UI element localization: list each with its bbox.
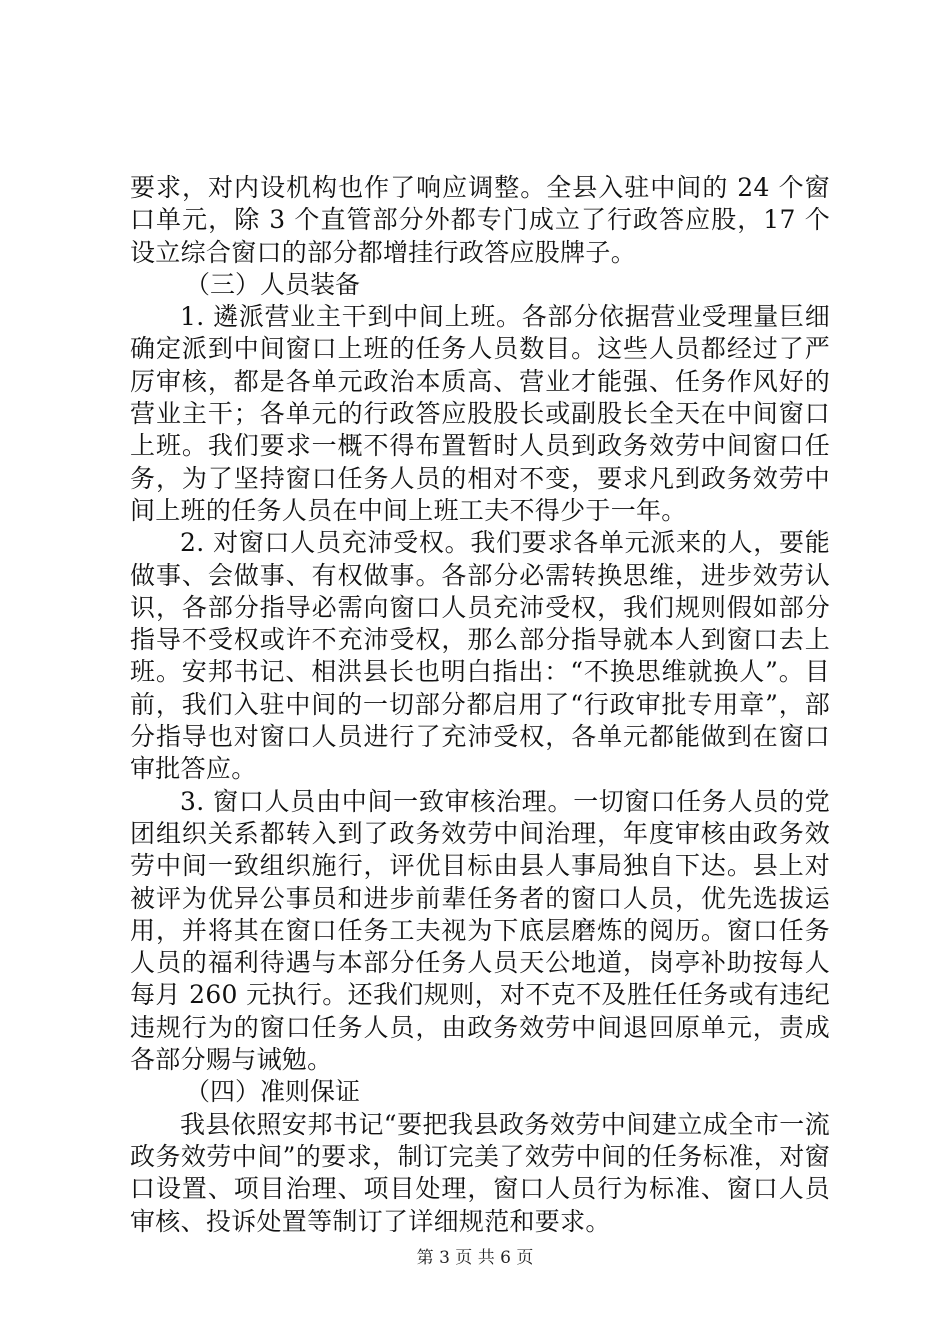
paragraph-item-2: 2. 对窗口人员充沛受权。我们要求各单元派来的人，要能做事、会做事、有权做事。各部分必需转换思维，进步效劳认识，各部分指导必需向窗口人员充沛受权，我们规则假如部分指导不受权或许不充沛受权，那么部分指导就本人到窗口去上班。安邦书记、相洪县长也明白指出：“不换思维就换人”。目前，我们入驻中间的一切部分都启用了“行政审批专用章”，部分指导也对窗口人员进行了充沛受权，各单元都能做到在窗口审批答应。 <box>130 528 830 784</box>
section-heading-4: （四）准则保证 <box>185 1077 361 1107</box>
paragraph-item-1: 1. 遴派营业主干到中间上班。各部分依据营业受理量巨细确定派到中间窗口上班的任务人员数目。这些人员都经过了严厉审核，都是各单元政治本质高、营业才能强、任务作风好的营业主干；各单元的行政答应股股长或副股长全天在中间窗口上班。我们要求一概不得布置暂时人员到政务效劳中间窗口任务，为了坚持窗口任务人员的相对不变，要求凡到政务效劳中间上班的任务人员在中间上班工夫不得少于一年。 <box>130 302 830 525</box>
document-body <box>130 172 830 1238</box>
paragraph-final: 我县依照安邦书记“要把我县政务效劳中间建立成全市一流政务效劳中间”的要求，制订完美了效劳中间的任务标准，对窗口设置、项目治理、项目处理，窗口人员行为标准、窗口人员审核、投诉处置等制订了详细规范和要求。 <box>130 1109 830 1236</box>
paragraph-1: 要求，对内设机构也作了响应调整。全县入驻中间的 24 个窗口单元，除 3 个直管部分外都专门成立了行政答应股，17 个设立综合窗口的部分都增挂行政答应股牌子。 <box>130 173 830 267</box>
page-number-footer: 第 3 页 共 6 页 <box>416 1248 534 1268</box>
paragraph-item-3: 3. 窗口人员由中间一致审核治理。一切窗口任务人员的党团组织关系都转入到了政务效劳中间治理，年度审核由政务效劳中间一致组织施行，评优目标由县人事局独自下达。县上对被评为优异公事员和进步前辈任务者的窗口人员，优先选拔运用，并将其在窗口任务工夫视为下底层磨炼的阅历。窗口任务人员的福利待遇与本部分任务人员天公地道，岗亭补助按每人每月 260 元执行。还我们规则，对不克不及胜任任务或有违纪违规行为的窗口任务人员，由政务效劳中间退回原单元，责成各部分赐与诫勉。 <box>130 786 830 1075</box>
section-heading-3: （三）人员装备 <box>185 269 361 299</box>
